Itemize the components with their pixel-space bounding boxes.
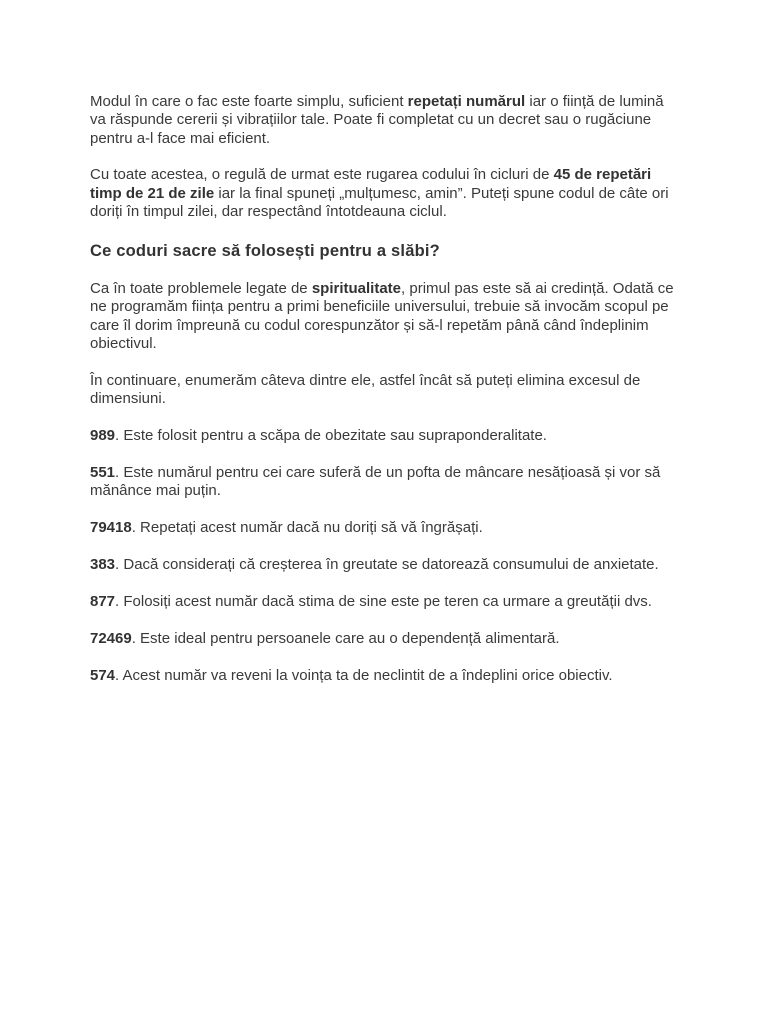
code-item: 574. Acest număr va reveni la voința ta de neclintit de a îndeplini orice obiectiv. bbox=[90, 666, 613, 684]
paragraph-intro: Modul în care o fac este foarte simplu, suficient repetați numărul iar o ființă de lumină va răspunde cererii și vibrațiilor tale. Poate fi completat cu un decret sau o rugăciune pentru a-l face mai eficient. bbox=[90, 93, 664, 147]
code-item: 383. Dacă considerați că creșterea în greutate se datorează consumului de anxietate. bbox=[90, 555, 659, 573]
code-number: 989 bbox=[90, 426, 116, 444]
paragraph-list-intro: În continuare, enumerăm câteva dintre ele, astfel încât să puteți elimina excesul de dimensiuni. bbox=[90, 371, 641, 408]
bold-phrase: repetați numărul bbox=[407, 93, 526, 110]
code-number: 79418 bbox=[90, 519, 132, 537]
code-item: 877. Folosiți acest număr dacă stima de sine este pe teren ca urmare a greutății dvs. bbox=[90, 592, 652, 610]
bold-phrase: spiritualitate bbox=[311, 279, 402, 297]
code-number: 383 bbox=[90, 555, 116, 573]
bold-phrase: 45 de repetări timp de 21 de zile bbox=[90, 166, 652, 202]
paragraph-spirituality: Ca în toate problemele legate de spiritualitate, primul pas este să ai credință. Odată ce ne programăm ființa pentru a primi beneficiile universului, trebuie să invocăm scopul pe care îl dorim împreună cu codul corespunzător și să-l repetăm până când îndeplinim obiectivul. bbox=[90, 279, 674, 352]
code-number: 574 bbox=[90, 666, 116, 684]
code-item: 551. Este numărul pentru cei care suferă de un pofta de mâncare nesățioasă și vor să mănânce mai puțin. bbox=[90, 463, 661, 500]
code-number: 72469 bbox=[90, 629, 132, 647]
document-body bbox=[90, 93, 680, 703]
code-item: 79418. Repetați acest număr dacă nu doriți să vă îngrășați. bbox=[90, 519, 483, 537]
code-number: 877 bbox=[90, 592, 116, 610]
paragraph-rule: Cu toate acestea, o regulă de urmat este rugarea codului în cicluri de 45 de repetări timp de 21 de zile iar la final spuneți „mulțumesc, amin”. Puteți spune codul de câte ori doriți în timpul zilei, dar respectând întotdeauna ciclul. bbox=[90, 166, 669, 221]
section-heading: Ce coduri sacre să folosești pentru a slăbi? bbox=[90, 241, 440, 260]
code-number: 551 bbox=[90, 463, 116, 481]
code-item: 989. Este folosit pentru a scăpa de obezitate sau supraponderalitate. bbox=[90, 426, 547, 444]
code-item: 72469. Este ideal pentru persoanele care au o dependență alimentară. bbox=[90, 629, 560, 647]
